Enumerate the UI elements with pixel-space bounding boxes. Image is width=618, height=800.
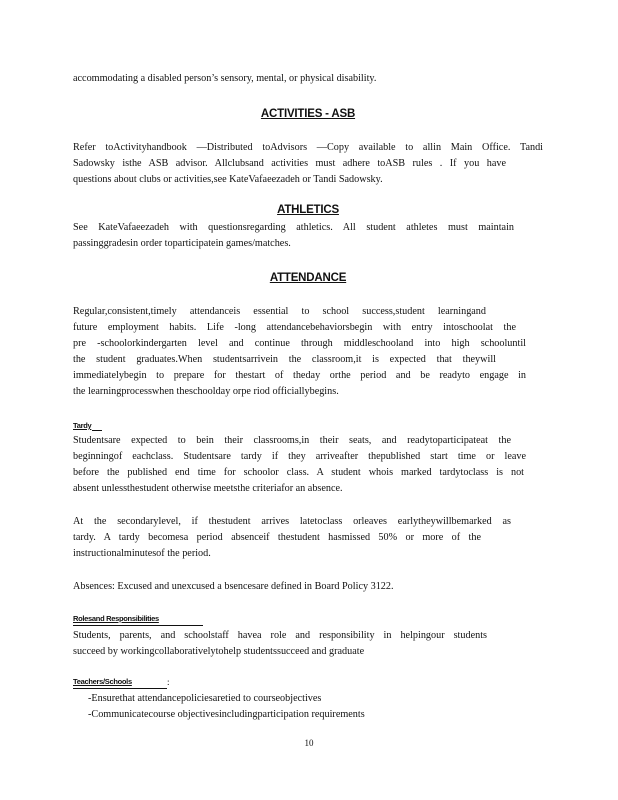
athletics-line-2: passinggradesin order toparticipatein games/matches. xyxy=(73,238,291,249)
subheading-teachers xyxy=(73,677,132,687)
attendance-line-3: pre -schoolorkindergarten level and continue through middleschooland into high schooluntil xyxy=(73,338,526,349)
roles-line-2: succeed by workingcollaborativelytohelp studentssucceed and graduate xyxy=(73,646,365,657)
page-number: 10 xyxy=(304,738,314,748)
tardy-para2-line-3: instructionalminutesof the period. xyxy=(73,548,211,559)
activities-line-3: questions about clubs or activities,see KateVafaeezadeh or Tandi Sadowsky. xyxy=(73,174,383,185)
heading-activities-text: ACTIVITIES - ASB xyxy=(260,108,356,120)
attendance-line-1: Regular,consistent,timely attendanceis essential to school success,student learningand xyxy=(73,306,486,317)
teachers-bullet-2: -Communicatecourse objectivesincludingparticipation requirements xyxy=(88,709,365,720)
attendance-line-5: immediatelybegin to prepare for thestart of theday orthe period and be readyto engage in xyxy=(73,370,526,381)
subheading-roles: Rolesand Responsibilities xyxy=(73,614,159,623)
tardy-para2-line-2: tardy. A tardy becomesa period absenceif thestudent hasmissed 50% or more of the xyxy=(73,532,481,543)
tardy-line-2: beginningof eachclass. Studentsare tardy if they arriveafter thepublished start time or leave xyxy=(73,451,526,462)
intro-text: accommodating a disabled person’s sensory, mental, or physical disability. xyxy=(73,73,377,84)
activities-line-2: Sadowsky isthe ASB advisor. Allclubsand activities must adhere toASB rules . If you have xyxy=(73,158,506,169)
heading-athletics-text: ATHLETICS xyxy=(277,204,339,216)
teachers-colon: : xyxy=(167,677,170,687)
subheading-teachers-text: Teachers/Schools xyxy=(73,677,132,686)
roles-line-1: Students, parents, and schoolstaff havea role and responsibility in helpingour students xyxy=(73,630,487,641)
heading-activities xyxy=(73,107,543,121)
heading-athletics xyxy=(73,203,543,217)
attendance-line-4: the student graduates.When studentsarrivein the classroom,it is expected that theywill xyxy=(73,354,496,365)
tardy-line-4: absent unlessthestudent otherwise meetsthe criteriafor an absence. xyxy=(73,483,343,494)
tardy-line-3: before the published end time for schoolor class. A student whois marked tardytoclass is not xyxy=(73,467,524,478)
attendance-line-6: the learningprocesswhen theschoolday orpe riod officiallybegins. xyxy=(73,386,339,397)
attendance-line-2: future employment habits. Life -long attendancebehaviorsbegin with entry intoschoolat the xyxy=(73,322,516,333)
heading-attendance xyxy=(73,271,543,285)
heading-attendance-text: ATTENDANCE xyxy=(269,272,347,284)
roles-underline xyxy=(73,625,203,626)
subheading-tardy: Tardy xyxy=(73,421,92,430)
teachers-bullet-1: -Ensurethat attendancepoliciesaretied to courseobjectives xyxy=(88,693,322,704)
tardy-underline xyxy=(92,430,102,431)
teachers-underline xyxy=(73,688,167,689)
tardy-line-1: Studentsare expected to bein their classrooms,in their seats, and readytoparticipateat the xyxy=(73,435,511,446)
athletics-line-1: See KateVafaeezadeh with questionsregarding athletics. All student athletes must maintain xyxy=(73,222,514,233)
activities-line-1: Refer toActivityhandbook —Distributed toAdvisors —Copy available to allin Main Office. Tandi xyxy=(73,142,543,153)
absences-line: Absences: Excused and unexcused a bsencesare defined in Board Policy 3122. xyxy=(73,581,394,592)
tardy-para2-line-1: At the secondarylevel, if thestudent arrives latetoclass orleaves earlytheywillbemarked as xyxy=(73,516,511,527)
